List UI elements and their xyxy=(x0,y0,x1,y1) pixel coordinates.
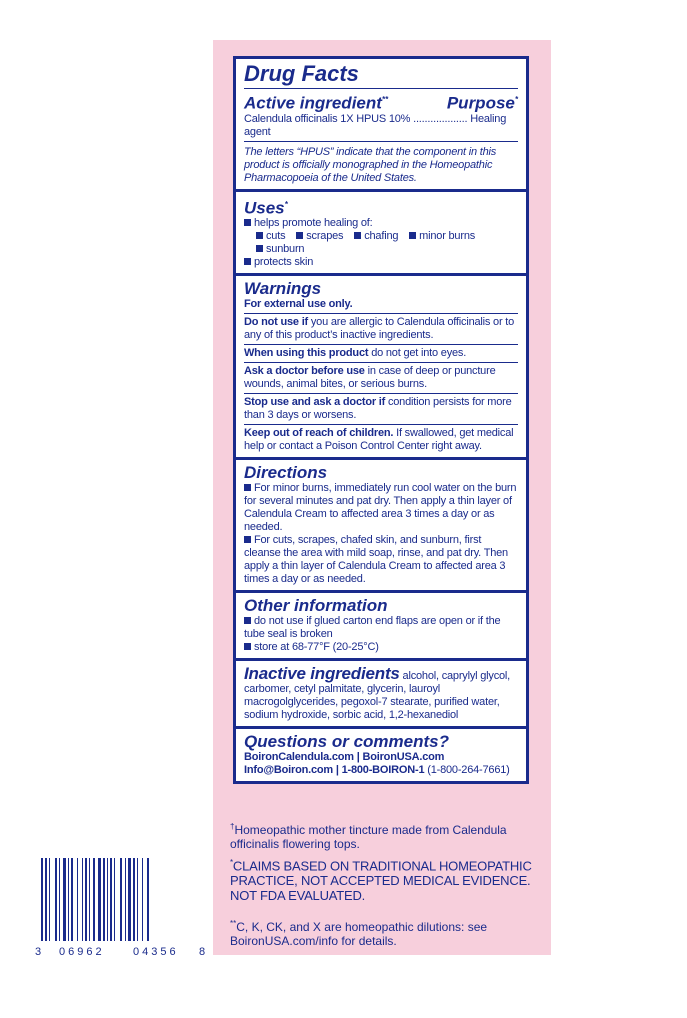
drug-facts-box xyxy=(233,56,529,784)
barcode-digit-check: 8 xyxy=(199,946,206,958)
footnote-dilutions: **C, K, CK, and X are homeopathic dilutions: see BoironUSA.com/info for details. xyxy=(230,919,488,948)
active-line: Calendula officinalis 1X HPUS 10% ................... Healing agent xyxy=(244,112,507,138)
external-use: For external use only. xyxy=(244,298,353,311)
barcode-bar xyxy=(93,858,95,941)
warning-block: Do not use if you are allergic to Calendula officinalis or to any of this product’s inactive ingredients. xyxy=(244,313,518,342)
list-item: minor burns xyxy=(409,230,475,242)
directions-p1: For minor burns, immediately run cool water on the burn for several minutes and pat dry. Then apply a thin layer of Calendula Cream to affected area 3 times a day or as needed. xyxy=(244,482,517,534)
other-item-1: do not use if glued carton end flaps are open or if the tube seal is broken xyxy=(244,615,501,641)
contact-websites: BoironCalendula.com | BoironUSA.com xyxy=(244,751,445,764)
list-item: sunburn xyxy=(256,243,518,256)
section-active xyxy=(236,59,526,189)
list-item: cuts xyxy=(256,230,285,242)
section-inactive xyxy=(236,658,526,726)
barcode-bar xyxy=(133,858,135,941)
barcode-bar xyxy=(120,858,122,941)
barcode-bar xyxy=(71,858,73,941)
warning-block: Keep out of reach of children. If swallowed, get medical help or contact a Poison Control Center right away. xyxy=(244,424,518,453)
barcode-bar xyxy=(63,858,66,941)
warning-block: When using this product do not get into eyes. xyxy=(244,344,518,360)
barcode-bar xyxy=(142,858,143,941)
barcode-bar xyxy=(68,858,69,941)
footnote-mother-tincture: †Homeopathic mother tincture made from Calendula officinalis flowering tops. xyxy=(230,822,507,851)
barcode-bar xyxy=(128,858,131,941)
section-directions xyxy=(236,457,526,590)
barcode-bar xyxy=(98,858,101,941)
section-questions xyxy=(236,726,526,781)
other-item-2: store at 68-77°F (20-25°C) xyxy=(244,641,518,654)
barcode-digits-right: 04356 xyxy=(133,946,179,958)
barcode-bar xyxy=(89,858,90,941)
barcode-bar xyxy=(82,858,83,941)
section-warnings xyxy=(236,273,526,457)
barcode-bar xyxy=(103,858,105,941)
footnote-claims: *CLAIMS BASED ON TRADITIONAL HOMEOPATHIC PRACTICE, NOT ACCEPTED MEDICAL EVIDENCE. NOT FDA EVALUATED. xyxy=(230,858,532,904)
barcode-bar xyxy=(77,858,78,941)
barcode-bar xyxy=(107,858,108,941)
barcode-digit-first: 3 xyxy=(35,946,42,958)
list-item: chafing xyxy=(354,230,398,242)
barcode-bar xyxy=(59,858,60,941)
contact-phone: Info@Boiron.com | 1-800-BOIRON-1 (1-800-264-7661) xyxy=(244,764,510,777)
barcode-bar xyxy=(125,858,126,941)
list-item: scrapes xyxy=(296,230,343,242)
barcode-bar xyxy=(49,858,50,941)
directions-p2: For cuts, scrapes, chafed skin, and sunburn, first cleanse the area with mild soap, rinse, and pat dry. Then apply a thin layer of Calendula Cream to affected area 3 times a day or as needed. xyxy=(244,534,508,586)
warnings-heading: Warnings xyxy=(244,279,322,299)
barcode-bar xyxy=(55,858,57,941)
hpus-note: The letters “HPUS” indicate that the component in this product is officially monographed in the Homeopathic Pharmacopoeia of the United States. xyxy=(244,141,518,185)
warning-block: Stop use and ask a doctor if condition persists for more than 3 days or worsens. xyxy=(244,393,518,422)
section-other xyxy=(236,590,526,658)
barcode-bar xyxy=(41,858,43,941)
uses-intro: helps promote healing of: xyxy=(244,217,518,230)
section-uses xyxy=(236,189,526,274)
warning-block: Ask a doctor before use in case of deep or puncture wounds, animal bites, or serious burns. xyxy=(244,362,518,391)
barcode-bar xyxy=(137,858,138,941)
questions-heading: Questions or comments? xyxy=(244,732,449,752)
inactive-text: Inactive ingredients alcohol, caprylyl glycol, carbomer, cetyl palmitate, glycerin, lauroyl macrogolglycerides, pegoxol-7 stearate, purified water, sodium hydroxide, sorbic acid, 1,2-hexanediol xyxy=(244,664,511,722)
upc-barcode xyxy=(35,858,205,958)
barcode-bar xyxy=(45,858,47,941)
barcode-bar xyxy=(147,858,149,941)
barcode-bar xyxy=(85,858,87,941)
active-heading: Active ingredient** xyxy=(244,93,389,113)
uses-items xyxy=(256,230,518,243)
purpose-heading: Purpose* xyxy=(446,93,518,113)
list-item: protects skin xyxy=(244,256,518,269)
barcode-digits-left: 06962 xyxy=(59,946,105,958)
barcode-bar xyxy=(114,858,115,941)
barcode-bar xyxy=(110,858,112,941)
drug-facts-title: Drug Facts xyxy=(244,61,359,86)
other-heading: Other information xyxy=(244,596,388,616)
uses-heading: Uses* xyxy=(244,198,288,218)
directions-heading: Directions xyxy=(244,463,328,483)
barcode-bars xyxy=(41,858,201,941)
